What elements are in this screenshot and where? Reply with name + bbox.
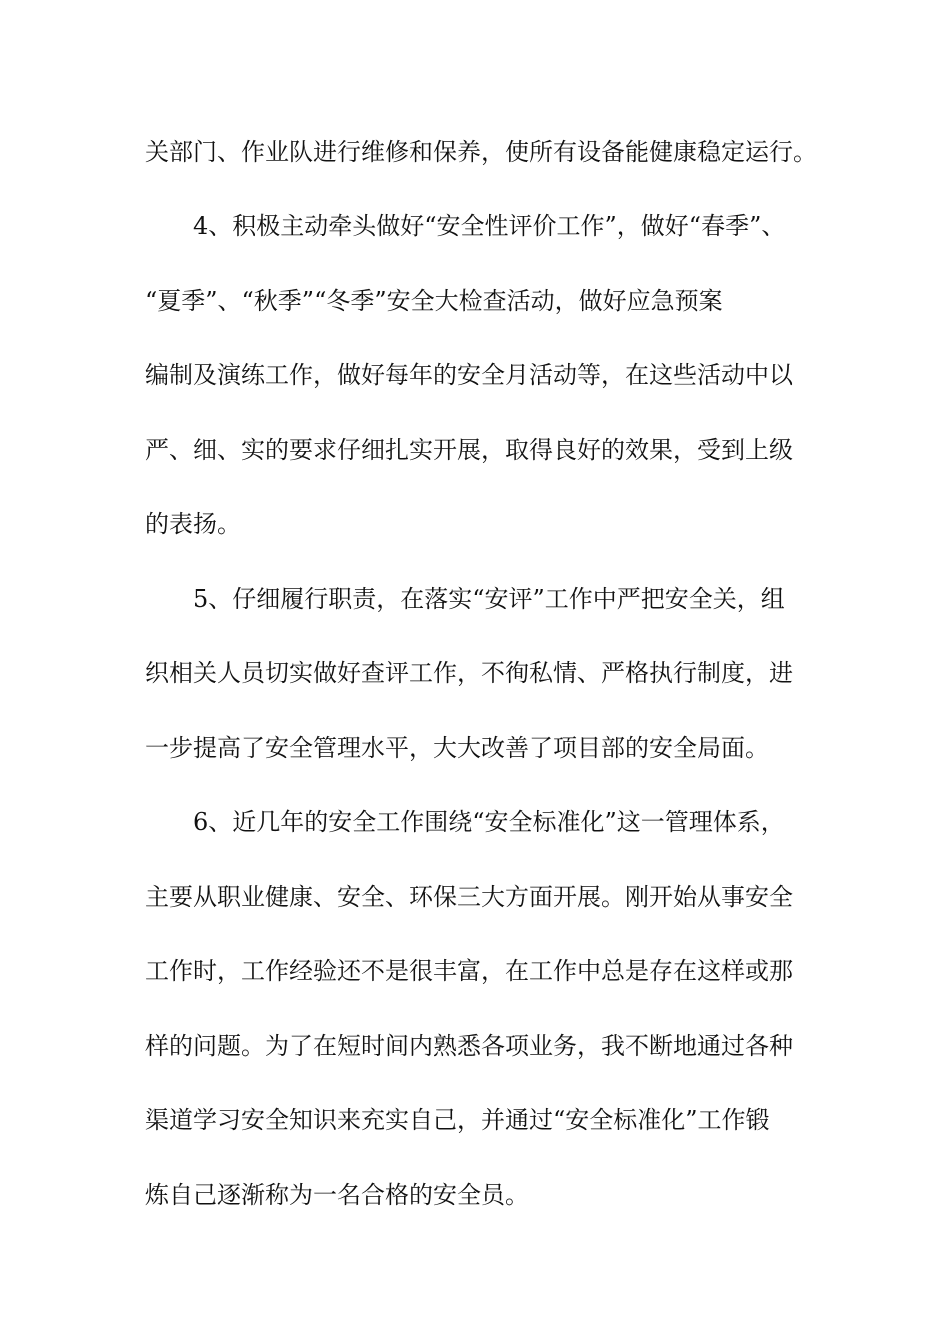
paragraph-5-start: 5、仔细履行职责，在落实“安评”工作中严把安全关，组 [193, 585, 785, 613]
text-line: 严、细、实的要求仔细扎实开展，取得良好的效果，受到上级 [145, 436, 793, 464]
text-line: 工作时，工作经验还不是很丰富，在工作中总是存在这样或那 [145, 957, 793, 985]
text-line: 一步提高了安全管理水平，大大改善了项目部的安全局面。 [145, 734, 769, 762]
text-line: 关部门、作业队进行维修和保养，使所有设备能健康稳定运行。 [145, 138, 817, 166]
text-line: 编制及演练工作，做好每年的安全月活动等，在这些活动中以 [145, 361, 793, 389]
text-line: 的表扬。 [145, 510, 241, 538]
paragraph-4-start: 4、积极主动牵头做好“安全性评价工作”，做好“春季”、 [193, 212, 786, 240]
text-line: 主要从职业健康、安全、环保三大方面开展。刚开始从事安全 [145, 883, 793, 911]
text-line: 渠道学习安全知识来充实自己，并通过“安全标准化”工作锻 [145, 1106, 770, 1134]
text-line: 织相关人员切实做好查评工作，不徇私情、严格执行制度，进 [145, 659, 793, 687]
text-line: 样的问题。为了在短时间内熟悉各项业务，我不断地通过各种 [145, 1032, 793, 1060]
paragraph-6-start: 6、近几年的安全工作围绕“安全标准化”这一管理体系， [193, 808, 785, 836]
text-line: “夏季”、“秋季”“冬季”安全大检查活动，做好应急预案 [145, 287, 723, 315]
text-line: 炼自己逐渐称为一名合格的安全员。 [145, 1181, 529, 1209]
